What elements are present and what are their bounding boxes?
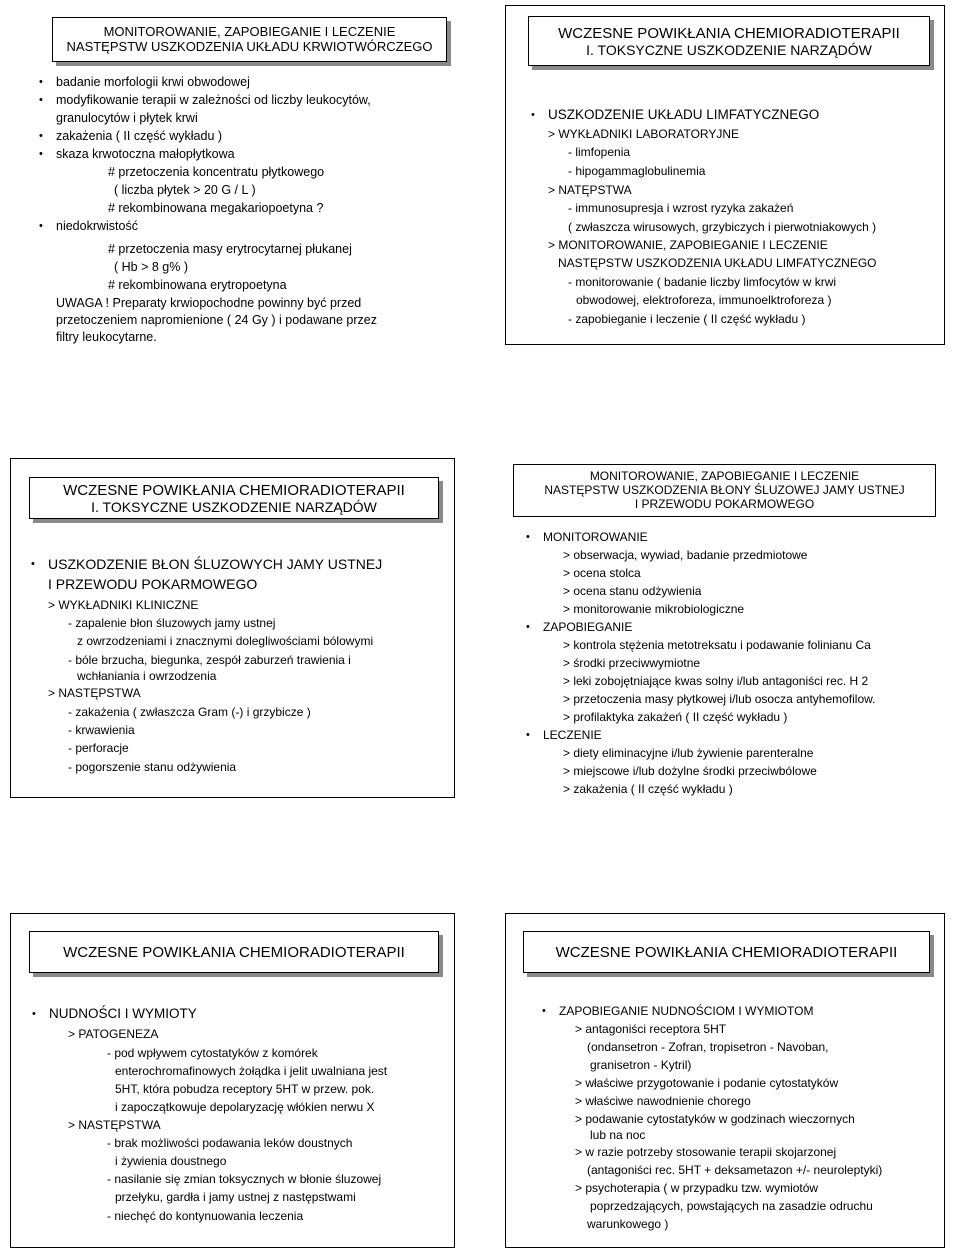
list-item: > w razie potrzeby stosowanie terapii skojarzonej: [575, 1145, 837, 1159]
list-item: > obserwacja, wywiad, badanie przedmiotowe: [563, 548, 808, 562]
title-line: MONITOROWANIE, ZAPOBIEGANIE I LECZENIE: [589, 469, 860, 483]
slide-4-title: [513, 464, 936, 517]
list-item: > kontrola stężenia metotreksatu i podawanie folinianu Ca: [563, 638, 871, 652]
list-item: (ondansetron - Zofran, tropisetron - Navoban,: [587, 1040, 829, 1054]
slide-6: [505, 913, 945, 1248]
list-item: • NUDNOŚCI I WYMIOTY: [49, 1006, 197, 1022]
list-item: przełyku, gardła i jamy ustnej z następstwami: [115, 1190, 356, 1204]
list-item: > NASTĘPSTWA: [68, 1118, 161, 1132]
slide-5-title: [29, 931, 439, 973]
list-item: - brak możliwości podawania leków doustnych: [107, 1136, 353, 1150]
list-item: z owrzodzeniami i znacznymi dolegliwościami bólowymi: [77, 634, 374, 648]
list-item: przetoczeniem napromienione ( 24 Gy ) i podawane przez: [56, 313, 378, 327]
list-item: > PATOGENEZA: [68, 1027, 159, 1041]
list-item: - pod wpływem cytostatyków z komórek: [107, 1046, 318, 1060]
list-item: > NASTĘPSTWA: [48, 686, 141, 700]
slide-4: [505, 458, 945, 798]
slide-6-title: [523, 931, 930, 973]
list-item: ( zwłaszcza wirusowych, grzybiczych i pierwotniakowych ): [568, 220, 877, 234]
list-item: > antagoniści receptora 5HT: [575, 1022, 727, 1036]
list-item: > ocena stolca: [563, 566, 641, 580]
list-item: > podawanie cytostatyków w godzinach wieczornych: [575, 1112, 855, 1126]
slide-5: [10, 913, 455, 1248]
list-item: i zapoczątkowuje depolaryzację włókien nerwu X: [115, 1100, 375, 1114]
list-item: - immunosupresja i wzrost ryzyka zakażeń: [568, 201, 794, 215]
list-item: granulocytów i płytek krwi: [56, 111, 198, 125]
list-item: • USZKODZENIE UKŁADU LIMFATYCZNEGO: [548, 107, 819, 123]
title-line: WCZESNE POWIKŁANIA CHEMIORADIOTERAPII: [63, 944, 405, 961]
title-line: NASTĘPSTW USZKODZENIA BŁONY ŚLUZOWEJ JAMY USTNEJ: [544, 483, 905, 497]
list-item: - nasilanie się zmian toksycznych w błonie śluzowej: [107, 1172, 382, 1186]
title-line: I. TOKSYCZNE USZKODZENIE NARZĄDÓW: [586, 42, 872, 58]
list-item: # przetoczenia masy erytrocytarnej płukanej: [108, 242, 352, 256]
list-item: • badanie morfologii krwi obwodowej: [56, 74, 250, 90]
list-item: lub na noc: [590, 1128, 646, 1142]
list-item: UWAGA ! Preparaty krwiopochodne powinny być przed: [56, 296, 362, 310]
list-item: # rekombinowana erytropoetyna: [108, 278, 287, 292]
list-item: > monitorowanie mikrobiologiczne: [563, 602, 745, 616]
slide-1: [38, 5, 456, 345]
list-item: > diety eliminacyjne i/lub żywienie parenteralne: [563, 746, 814, 760]
slide-2: [505, 5, 945, 345]
list-item: • modyfikowanie terapii w zależności od liczby leukocytów,: [56, 92, 371, 108]
list-item: > miejscowe i/lub dożylne środki przeciwbólowe: [563, 764, 817, 778]
list-item: > właściwe nawodnienie chorego: [575, 1094, 751, 1108]
list-item: • zakażenia ( II część wykładu ): [56, 128, 222, 144]
list-item: > WYKŁADNIKI KLINICZNE: [48, 598, 199, 612]
list-item: > przetoczenia masy płytkowej i/lub osocza antyhemofilow.: [563, 692, 876, 706]
list-item: > MONITOROWANIE, ZAPOBIEGANIE I LECZENIE: [548, 238, 828, 252]
list-item: 5HT, która pobudza receptory 5HT w przew. pok.: [115, 1082, 375, 1096]
list-item: obwodowej, elektroforeza, immunoelktroforeza ): [576, 293, 832, 307]
list-item: > leki zobojętniające kwas solny i/lub antagoniści rec. H 2: [563, 674, 869, 688]
list-item: • skaza krwotoczna małopłytkowa: [56, 146, 235, 162]
list-item: ( Hb > 8 g% ): [114, 260, 188, 274]
list-item: enterochromafinowych żołądka i jelit uwalniana jest: [115, 1064, 388, 1078]
title-line: MONITOROWANIE, ZAPOBIEGANIE I LECZENIE: [103, 24, 396, 39]
list-item: - zapalenie błon śluzowych jamy ustnej: [68, 616, 276, 630]
title-line: WCZESNE POWIKŁANIA CHEMIORADIOTERAPII: [63, 482, 405, 499]
title-line: WCZESNE POWIKŁANIA CHEMIORADIOTERAPII: [558, 25, 900, 42]
title-line: I PRZEWODU POKARMOWEGO: [634, 497, 815, 511]
slide-3-title: [29, 477, 439, 519]
title-line: NASTĘPSTW USZKODZENIA UKŁADU KRWIOTWÓRCZEGO: [66, 39, 433, 54]
list-item: # przetoczenia koncentratu płytkowego: [108, 165, 325, 179]
list-item: - limfopenia: [568, 145, 631, 159]
title-line: I. TOKSYCZNE USZKODZENIE NARZĄDÓW: [91, 499, 377, 515]
list-item: granisetron - Kytril): [590, 1058, 692, 1072]
list-item: - pogorszenie stanu odżywienia: [68, 760, 237, 774]
slide-2-title: [528, 16, 930, 66]
list-item: wchłaniania i owrzodzenia: [77, 669, 217, 683]
list-item: - hipogammaglobulinemia: [568, 164, 706, 178]
list-item: (antagoniści rec. 5HT + deksametazon +/- neuroleptyki): [587, 1163, 883, 1177]
list-item: NASTĘPSTW USZKODZENIA UKŁADU LIMFATYCZNEGO: [558, 256, 877, 270]
slide-1-title: [52, 17, 447, 62]
list-item: • LECZENIE: [543, 727, 602, 743]
list-item: ( liczba płytek > 20 G / L ): [114, 183, 256, 197]
list-item: • USZKODZENIE BŁON ŚLUZOWYCH JAMY USTNEJ: [48, 555, 382, 573]
list-item: - bóle brzucha, biegunka, zespół zaburzeń trawienia i: [68, 653, 351, 667]
list-item: filtry leukocytarne.: [56, 330, 157, 344]
list-item: • ZAPOBIEGANIE NUDNOŚCIOM I WYMIOTOM: [559, 1003, 813, 1019]
list-item: - zapobieganie i leczenie ( II część wykładu ): [568, 312, 806, 326]
list-item: - zakażenia ( zwłaszcza Gram (-) i grzybicze ): [68, 705, 311, 719]
list-item: - monitorowanie ( badanie liczby limfocytów w krwi: [568, 275, 837, 289]
list-item: > psychoterapia ( w przypadku tzw. wymiotów: [575, 1181, 819, 1195]
list-item: > środki przeciwwymiotne: [563, 656, 701, 670]
list-item: > ocena stanu odżywienia: [563, 584, 702, 598]
list-item: - krwawienia: [68, 723, 135, 737]
list-item: - perforacje: [68, 741, 129, 755]
list-item: > profilaktyka zakażeń ( II część wykładu ): [563, 710, 788, 724]
list-item: warunkowego ): [587, 1217, 669, 1231]
list-item: > WYKŁADNIKI LABORATORYJNE: [548, 127, 740, 141]
list-item: i żywienia doustnego: [115, 1154, 227, 1168]
list-item: poprzedzających, powstających na zasadzie odruchu: [590, 1199, 873, 1213]
list-item: > zakażenia ( II część wykładu ): [563, 782, 733, 796]
list-item: > NATĘPSTWA: [548, 183, 632, 197]
list-item: - niechęć do kontynuowania leczenia: [107, 1209, 304, 1223]
slide-3: [10, 458, 455, 798]
list-item: # rekombinowana megakariopoetyna ?: [108, 201, 324, 215]
list-item: • ZAPOBIEGANIE: [543, 619, 632, 635]
list-item: > właściwe przygotowanie i podanie cytostatyków: [575, 1076, 839, 1090]
list-item: • MONITOROWANIE: [543, 529, 648, 545]
list-item: I PRZEWODU POKARMOWEGO: [48, 576, 258, 592]
title-line: WCZESNE POWIKŁANIA CHEMIORADIOTERAPII: [555, 944, 898, 961]
list-item: • niedokrwistość: [56, 218, 138, 234]
